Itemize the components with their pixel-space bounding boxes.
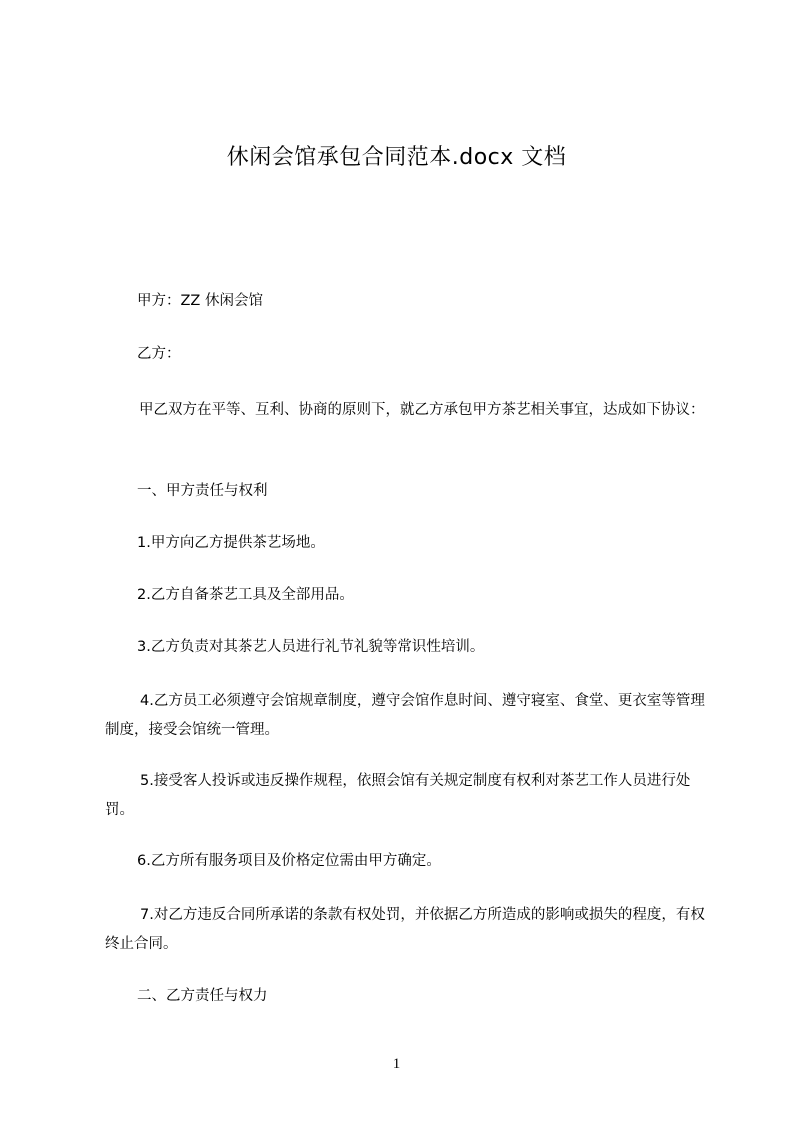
clause-item: 6.乙方所有服务项目及价格定位需由甲方确定。 (137, 853, 441, 869)
page-number: 1 (392, 1056, 401, 1072)
clause-item: 7.对乙方违反合同所承诺的条款有权处罚，并依据乙方所造成的影响或损失的程度，有权终止合同。 (105, 907, 705, 952)
clause-item: 1.甲方向乙方提供茶艺场地。 (137, 535, 325, 551)
clause-item: 3.乙方负责对其茶艺人员进行礼节礼貌等常识性培训。 (137, 639, 485, 655)
section-heading-party-a: 一、甲方责任与权利 (137, 483, 268, 499)
document-title: 休闲会馆承包合同范本.docx 文档 (226, 145, 567, 170)
clause-item: 4.乙方员工必须遵守会馆规章制度，遵守会馆作息时间、遵守寝室、食堂、更衣室等管理制度，接受会馆统一管理。 (105, 693, 705, 738)
party-b-line: 乙方： (137, 346, 181, 362)
party-a-line: 甲方：ZZ 休闲会馆 (137, 293, 263, 309)
clause-item: 5.接受客人投诉或违反操作规程，依照会馆有关规定制度有权利对茶艺工作人员进行处罚。 (105, 773, 691, 818)
intro-paragraph: 甲乙双方在平等、互利、协商的原则下，就乙方承包甲方茶艺相关事宜，达成如下协议： (139, 402, 705, 418)
section-heading-party-b: 二、乙方责任与权力 (137, 988, 268, 1004)
clause-item: 2.乙方自备茶艺工具及全部用品。 (137, 587, 354, 603)
